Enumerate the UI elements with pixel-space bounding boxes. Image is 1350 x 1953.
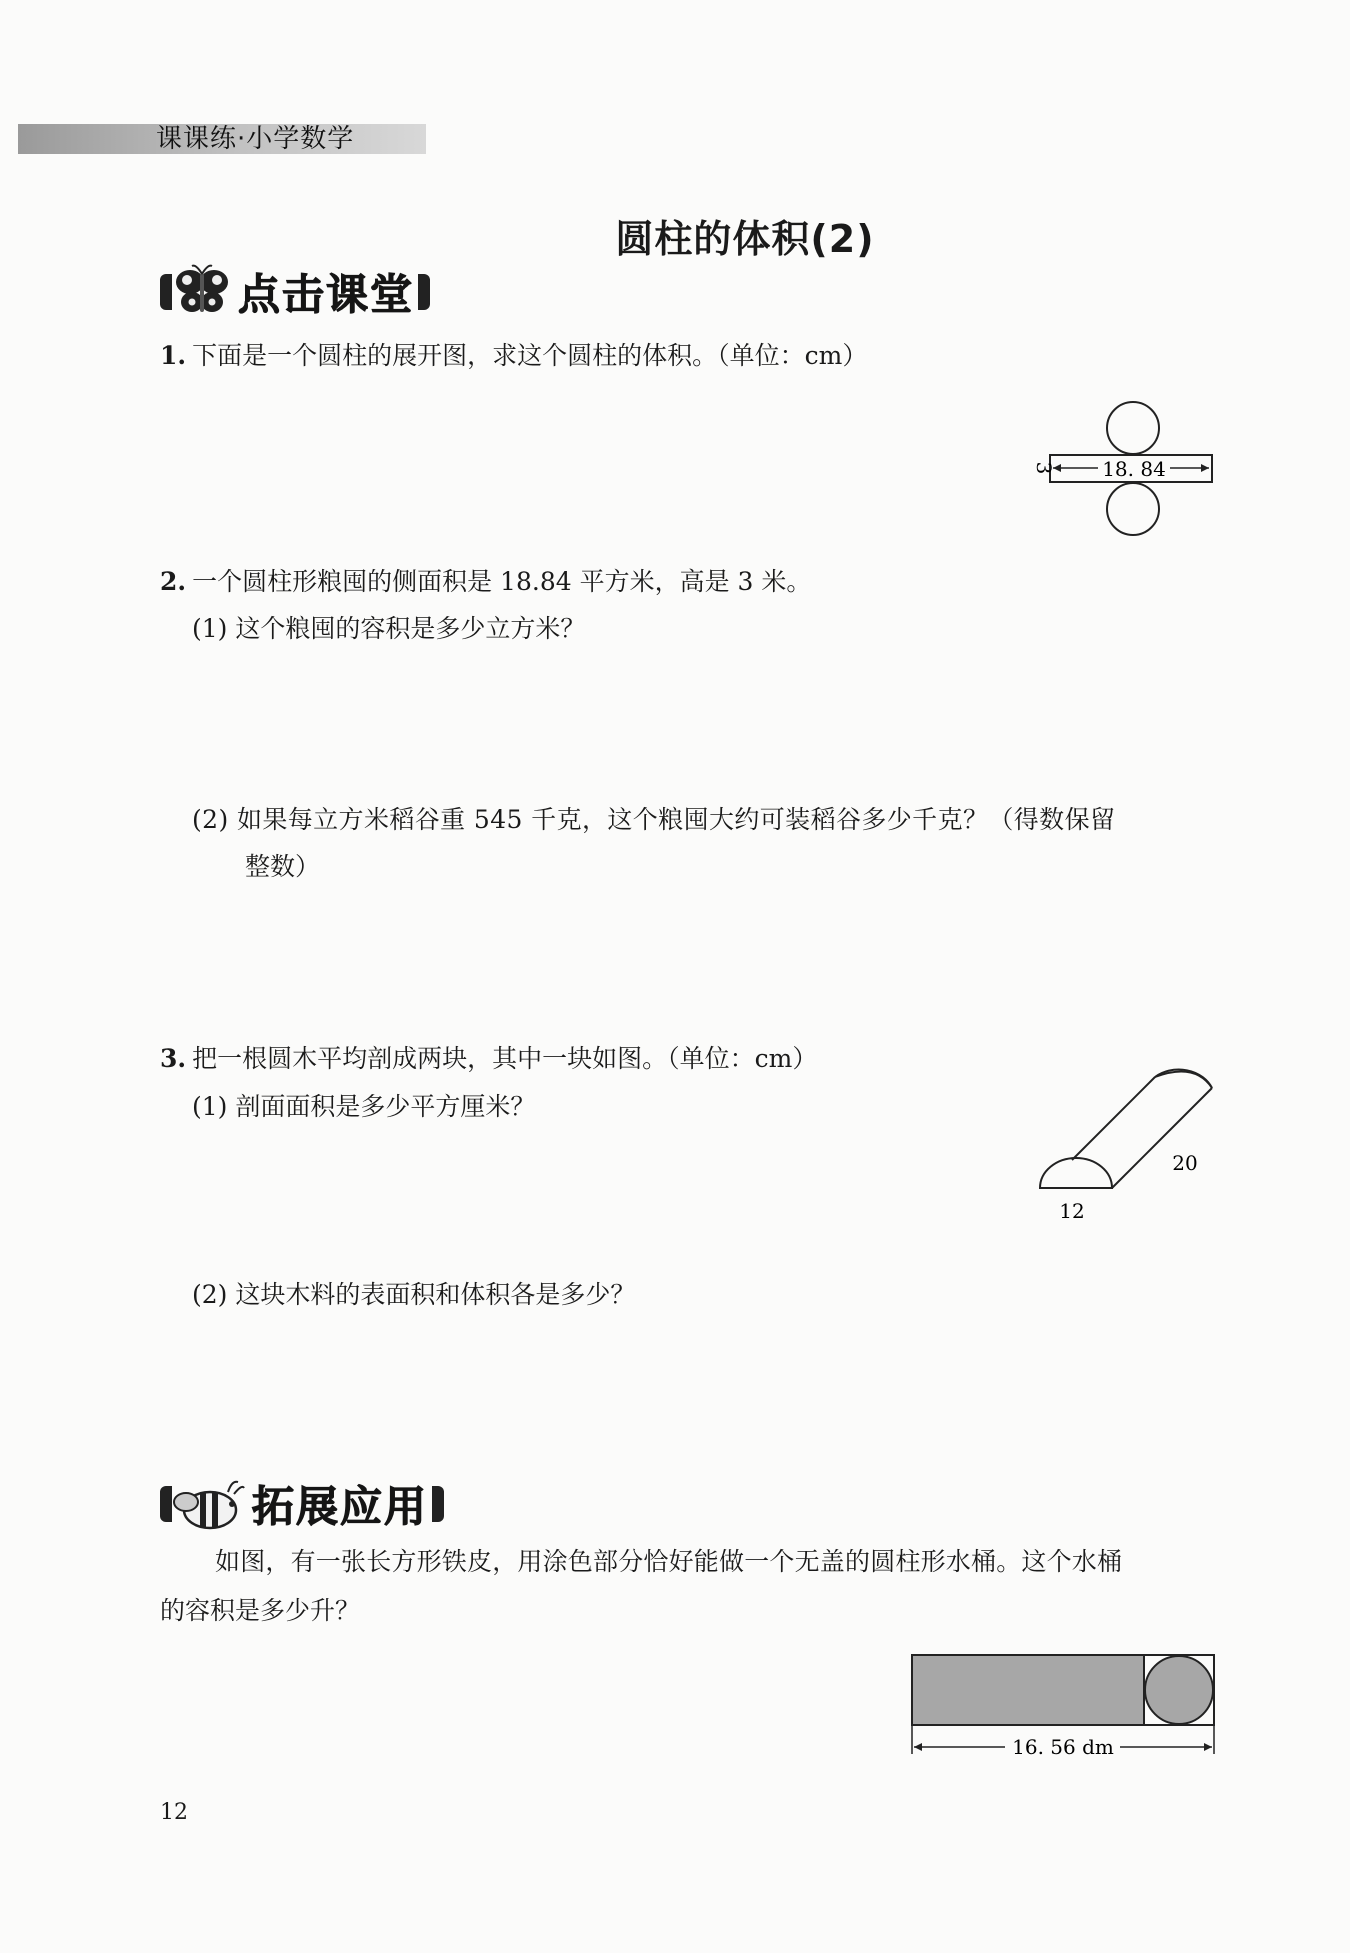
section-classroom-heading — [160, 262, 430, 322]
question-3-sub-2: (2) 这块木料的表面积和体积各是多少？ — [192, 1280, 636, 1309]
book-header: 课课练·小学数学 — [156, 124, 355, 154]
question-2-sub-1: (1) 这个粮囤的容积是多少立方米？ — [192, 614, 586, 643]
butterfly-icon — [172, 264, 232, 320]
section-extension-label: 拓展应用 — [252, 1482, 429, 1531]
question-text: 下面是一个圆柱的展开图，求这个圆柱的体积。（单位：cm） — [192, 341, 868, 370]
bracket-right — [432, 1486, 444, 1522]
net-height-label: 3 — [1032, 461, 1056, 475]
question-3 — [160, 1042, 817, 1076]
page-number: 12 — [160, 1800, 188, 1825]
question-2-sub-2-cont: 整数） — [245, 852, 321, 881]
net-length-label: 18. 84 — [1102, 457, 1166, 481]
cylinder-net-figure — [1020, 400, 1220, 540]
extension-text-line-2: 的容积是多少升？ — [160, 1596, 361, 1625]
question-number: 3. — [160, 1044, 187, 1073]
question-3-sub-1: (1) 剖面面积是多少平方厘米？ — [192, 1092, 536, 1121]
sheet-length-label: 16. 56 dm — [1012, 1735, 1114, 1759]
half-cylinder-length-label: 20 — [1172, 1151, 1198, 1175]
bracket-left — [160, 274, 172, 310]
iron-sheet-figure — [905, 1650, 1225, 1760]
page-title: 圆柱的体积(2) — [615, 217, 875, 261]
question-number: 1. — [160, 341, 187, 370]
question-text: 把一根圆木平均剖成两块，其中一块如图。（单位：cm） — [192, 1044, 818, 1073]
bracket-right — [418, 274, 430, 310]
section-classroom-label: 点击课堂 — [238, 270, 415, 319]
bee-icon — [172, 1476, 246, 1532]
extension-text-line-1: 如图，有一张长方形铁皮，用涂色部分恰好能做一个无盖的圆柱形水桶。这个水桶 — [215, 1547, 1123, 1576]
bracket-left — [160, 1486, 172, 1522]
question-1 — [160, 339, 867, 373]
question-number: 2. — [160, 567, 187, 596]
half-cylinder-figure — [1030, 1060, 1230, 1230]
half-cylinder-diameter-label: 12 — [1059, 1199, 1085, 1223]
question-2 — [160, 565, 811, 599]
section-extension-heading — [160, 1474, 444, 1534]
question-2-sub-2: (2) 如果每立方米稻谷重 545 千克，这个粮囤大约可装稻谷多少千克？（得数保留 — [192, 805, 1116, 834]
question-text: 一个圆柱形粮囤的侧面积是 18.84 平方米，高是 3 米。 — [192, 567, 812, 596]
